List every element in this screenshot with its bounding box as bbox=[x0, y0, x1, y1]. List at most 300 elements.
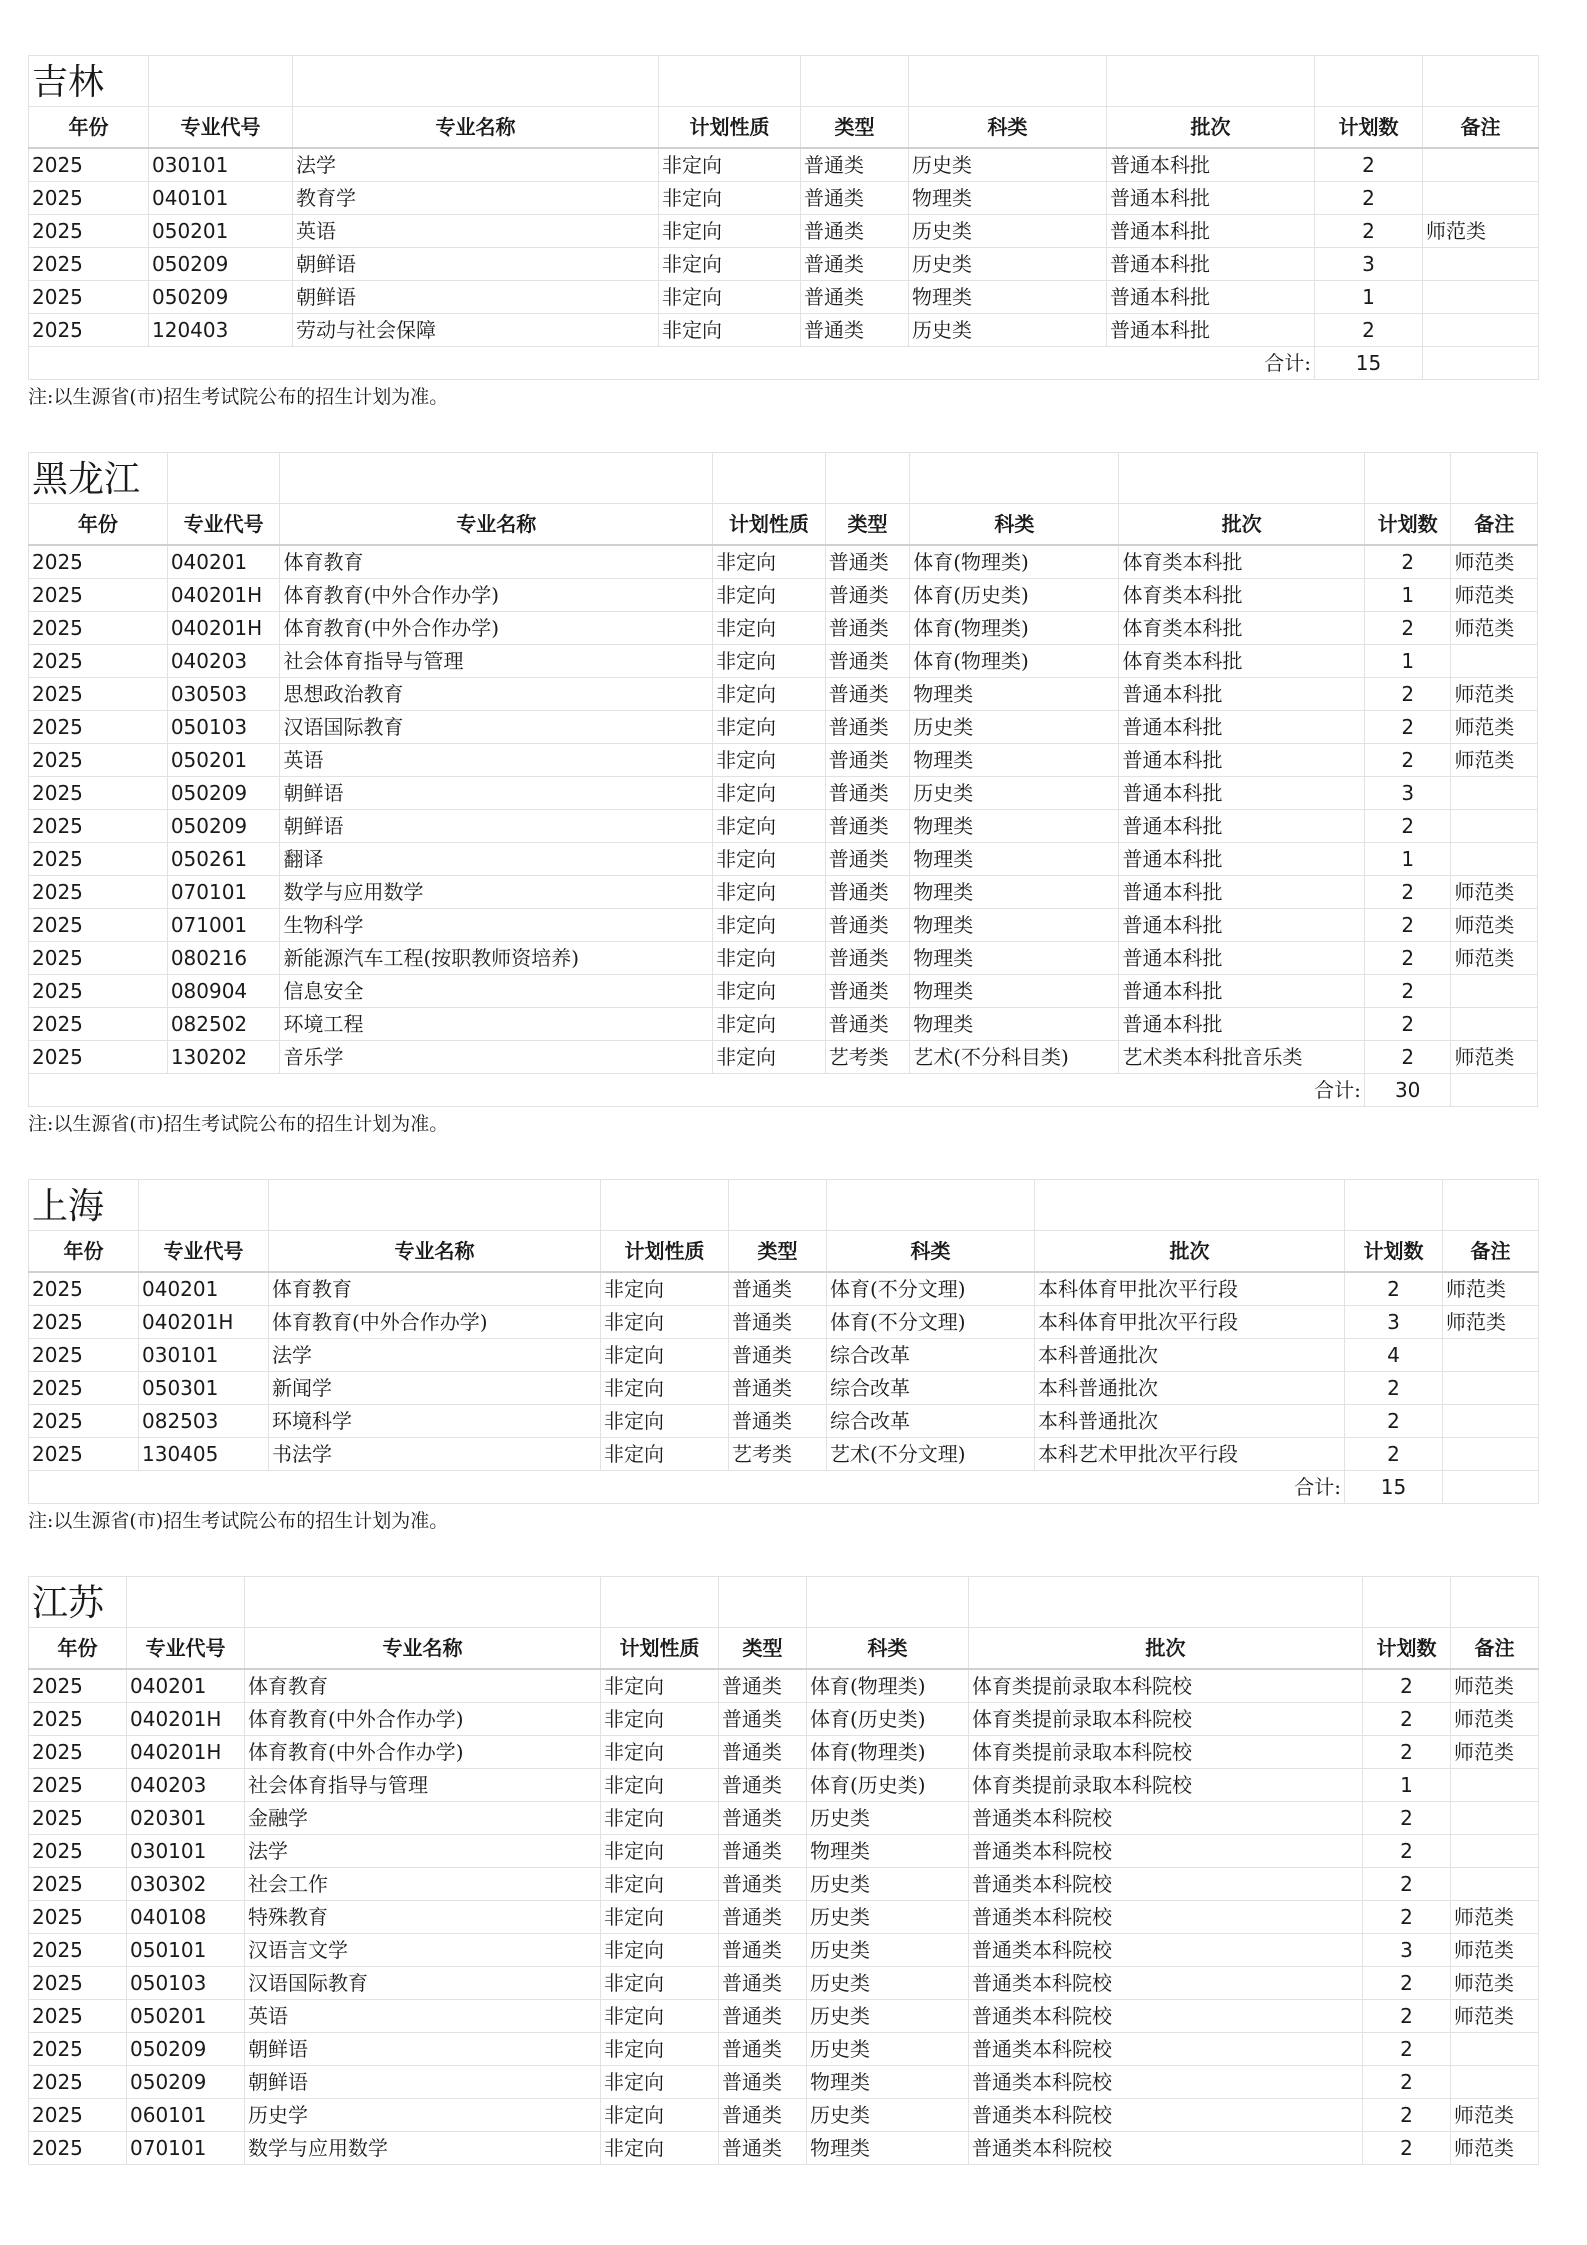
header-row bbox=[29, 1628, 1539, 1670]
table-cell: 体育教育 bbox=[245, 1669, 601, 1703]
table-cell: 050209 bbox=[149, 281, 293, 314]
table-cell: 普通类 bbox=[719, 1736, 807, 1769]
table-cell: 体育(历史类) bbox=[807, 1769, 969, 1802]
table-cell: 2025 bbox=[29, 1835, 127, 1868]
table-cell: 体育教育 bbox=[269, 1272, 601, 1306]
column-header: 计划数 bbox=[1315, 107, 1423, 149]
region-section bbox=[28, 55, 1538, 416]
total-label: 合计: bbox=[29, 1471, 1345, 1504]
table-row bbox=[29, 1703, 1539, 1736]
region-title: 江苏 bbox=[32, 1583, 105, 1624]
table-cell: 050201 bbox=[127, 2000, 245, 2033]
table-cell: 普通类 bbox=[719, 2033, 807, 2066]
column-header: 专业名称 bbox=[293, 107, 659, 149]
table-cell: 2025 bbox=[29, 2132, 127, 2165]
table-cell: 040201H bbox=[139, 1306, 269, 1339]
table-row bbox=[29, 711, 1538, 744]
table-cell: 历史类 bbox=[909, 148, 1107, 182]
table-cell: 汉语国际教育 bbox=[245, 1967, 601, 2000]
table-cell: 师范类 bbox=[1451, 942, 1538, 975]
table-cell: 普通类本科院校 bbox=[969, 1901, 1363, 1934]
blank-cell bbox=[149, 56, 293, 107]
table-cell: 2 bbox=[1363, 1901, 1451, 1934]
column-header: 专业代号 bbox=[149, 107, 293, 149]
table-cell: 师范类 bbox=[1451, 2132, 1539, 2165]
table-cell: 040201H bbox=[167, 579, 280, 612]
table-cell: 环境工程 bbox=[280, 1008, 713, 1041]
table-cell: 体育(物理类) bbox=[807, 1736, 969, 1769]
table-cell: 2025 bbox=[29, 843, 168, 876]
table-cell: 030101 bbox=[139, 1339, 269, 1372]
table-cell: 非定向 bbox=[601, 1934, 719, 1967]
table-row bbox=[29, 1769, 1539, 1802]
table-cell: 普通本科批 bbox=[1107, 215, 1315, 248]
table-cell: 2025 bbox=[29, 1736, 127, 1769]
table-cell: 040108 bbox=[127, 1901, 245, 1934]
table-cell: 师范类 bbox=[1451, 678, 1538, 711]
column-header: 备注 bbox=[1451, 504, 1538, 546]
table-row bbox=[29, 1736, 1539, 1769]
table-cell bbox=[1451, 645, 1538, 678]
region-title: 黑龙江 bbox=[32, 459, 141, 500]
table-cell bbox=[1451, 2033, 1539, 2066]
plan-table bbox=[28, 55, 1539, 380]
table-cell: 教育学 bbox=[293, 182, 659, 215]
table-cell: 2 bbox=[1363, 2066, 1451, 2099]
header-row bbox=[29, 107, 1539, 149]
table-row bbox=[29, 2132, 1539, 2165]
table-cell: 2025 bbox=[29, 612, 168, 645]
table-cell: 历史类 bbox=[909, 314, 1107, 347]
table-cell: 普通类 bbox=[719, 1901, 807, 1934]
table-row bbox=[29, 975, 1538, 1008]
table-cell: 非定向 bbox=[601, 1802, 719, 1835]
table-cell: 历史类 bbox=[909, 248, 1107, 281]
table-cell bbox=[1451, 810, 1538, 843]
blank-cell bbox=[969, 1577, 1363, 1628]
blank-cell bbox=[1107, 56, 1315, 107]
table-cell: 030503 bbox=[167, 678, 280, 711]
table-cell: 非定向 bbox=[601, 1967, 719, 2000]
blank-cell bbox=[1423, 347, 1539, 380]
table-cell: 师范类 bbox=[1443, 1272, 1539, 1306]
table-cell: 2025 bbox=[29, 1868, 127, 1901]
admission-plan-document bbox=[28, 55, 1538, 2165]
table-cell: 非定向 bbox=[601, 1306, 729, 1339]
table-cell: 普通类 bbox=[825, 975, 910, 1008]
table-cell: 普通类 bbox=[729, 1405, 827, 1438]
table-row bbox=[29, 810, 1538, 843]
region-title-cell bbox=[29, 1180, 139, 1231]
table-cell: 050101 bbox=[127, 1934, 245, 1967]
region-title: 吉林 bbox=[32, 62, 105, 103]
column-header: 批次 bbox=[1119, 504, 1364, 546]
table-cell: 英语 bbox=[293, 215, 659, 248]
table-cell: 非定向 bbox=[713, 744, 826, 777]
table-cell: 2 bbox=[1363, 2033, 1451, 2066]
table-row bbox=[29, 1901, 1539, 1934]
table-cell: 050201 bbox=[149, 215, 293, 248]
column-header: 备注 bbox=[1451, 1628, 1539, 1670]
table-cell: 1 bbox=[1364, 645, 1451, 678]
table-cell: 体育(历史类) bbox=[807, 1703, 969, 1736]
table-cell: 体育(物理类) bbox=[910, 612, 1119, 645]
plan-table bbox=[28, 1576, 1539, 2165]
table-cell: 2025 bbox=[29, 975, 168, 1008]
table-cell: 普通类 bbox=[825, 744, 910, 777]
table-cell: 2025 bbox=[29, 744, 168, 777]
table-cell: 2025 bbox=[29, 1008, 168, 1041]
table-cell: 050103 bbox=[167, 711, 280, 744]
table-cell: 2 bbox=[1364, 545, 1451, 579]
blank-cell bbox=[1035, 1180, 1345, 1231]
table-cell bbox=[1451, 975, 1538, 1008]
blank-cell bbox=[1345, 1180, 1443, 1231]
table-cell: 普通类本科院校 bbox=[969, 1802, 1363, 1835]
table-cell: 050209 bbox=[167, 810, 280, 843]
table-row bbox=[29, 744, 1538, 777]
table-cell: 非定向 bbox=[713, 975, 826, 1008]
table-row bbox=[29, 545, 1538, 579]
blank-cell bbox=[1315, 56, 1423, 107]
table-cell: 普通类 bbox=[719, 1802, 807, 1835]
table-cell: 艺考类 bbox=[825, 1041, 910, 1074]
table-cell: 非定向 bbox=[601, 1736, 719, 1769]
table-cell: 普通类 bbox=[825, 545, 910, 579]
table-cell: 普通类 bbox=[729, 1272, 827, 1306]
table-cell: 2025 bbox=[29, 545, 168, 579]
table-cell: 2 bbox=[1363, 1669, 1451, 1703]
table-cell: 2 bbox=[1364, 942, 1451, 975]
table-cell: 普通类 bbox=[801, 314, 909, 347]
table-cell: 普通本科批 bbox=[1119, 876, 1364, 909]
table-cell: 040203 bbox=[127, 1769, 245, 1802]
table-cell: 综合改革 bbox=[827, 1339, 1035, 1372]
table-cell: 体育教育 bbox=[280, 545, 713, 579]
table-cell: 1 bbox=[1363, 1769, 1451, 1802]
table-cell: 普通类 bbox=[801, 248, 909, 281]
table-cell: 030101 bbox=[149, 148, 293, 182]
table-cell: 非定向 bbox=[601, 1769, 719, 1802]
header-row bbox=[29, 1231, 1539, 1273]
blank-cell bbox=[601, 1577, 719, 1628]
table-cell: 2025 bbox=[29, 1339, 139, 1372]
table-cell: 普通本科批 bbox=[1119, 777, 1364, 810]
table-cell: 2 bbox=[1345, 1372, 1443, 1405]
table-cell bbox=[1451, 1008, 1538, 1041]
section-note: 注:以生源省(市)招生考试院公布的招生计划为准。 bbox=[28, 1113, 449, 1135]
table-cell: 普通类本科院校 bbox=[969, 2132, 1363, 2165]
table-cell: 体育(不分文理) bbox=[827, 1306, 1035, 1339]
table-cell: 2 bbox=[1315, 215, 1423, 248]
table-cell: 数学与应用数学 bbox=[245, 2132, 601, 2165]
column-header: 备注 bbox=[1443, 1231, 1539, 1273]
table-cell: 2 bbox=[1364, 612, 1451, 645]
table-row bbox=[29, 1272, 1539, 1306]
region-title-cell bbox=[29, 453, 168, 504]
table-cell: 普通类 bbox=[825, 843, 910, 876]
table-cell: 2 bbox=[1364, 876, 1451, 909]
table-cell: 040201 bbox=[139, 1272, 269, 1306]
table-cell: 金融学 bbox=[245, 1802, 601, 1835]
table-cell: 体育类提前录取本科院校 bbox=[969, 1769, 1363, 1802]
table-cell: 普通本科批 bbox=[1119, 1008, 1364, 1041]
table-cell: 070101 bbox=[127, 2132, 245, 2165]
table-cell: 2 bbox=[1364, 1008, 1451, 1041]
table-cell: 普通类 bbox=[801, 182, 909, 215]
table-row bbox=[29, 1934, 1539, 1967]
blank-cell bbox=[719, 1577, 807, 1628]
table-cell: 师范类 bbox=[1451, 711, 1538, 744]
table-cell: 2025 bbox=[29, 711, 168, 744]
table-cell: 020301 bbox=[127, 1802, 245, 1835]
table-row bbox=[29, 281, 1539, 314]
table-cell: 2 bbox=[1363, 1703, 1451, 1736]
table-cell: 信息安全 bbox=[280, 975, 713, 1008]
table-cell: 2025 bbox=[29, 1272, 139, 1306]
table-cell: 080904 bbox=[167, 975, 280, 1008]
table-cell: 劳动与社会保障 bbox=[293, 314, 659, 347]
table-cell: 师范类 bbox=[1451, 1901, 1539, 1934]
table-cell: 师范类 bbox=[1451, 1934, 1539, 1967]
table-cell: 2 bbox=[1364, 711, 1451, 744]
table-cell: 050209 bbox=[149, 248, 293, 281]
table-cell: 体育类提前录取本科院校 bbox=[969, 1703, 1363, 1736]
table-cell bbox=[1423, 314, 1539, 347]
table-cell: 2 bbox=[1363, 1835, 1451, 1868]
table-cell: 2 bbox=[1345, 1438, 1443, 1471]
table-cell: 050103 bbox=[127, 1967, 245, 2000]
table-cell: 历史类 bbox=[910, 777, 1119, 810]
table-cell: 普通类本科院校 bbox=[969, 2066, 1363, 2099]
table-cell: 艺术(不分文理) bbox=[827, 1438, 1035, 1471]
table-row bbox=[29, 876, 1538, 909]
table-cell: 2 bbox=[1363, 2000, 1451, 2033]
table-cell: 物理类 bbox=[910, 975, 1119, 1008]
table-cell: 2025 bbox=[29, 678, 168, 711]
table-cell: 翻译 bbox=[280, 843, 713, 876]
column-header: 年份 bbox=[29, 107, 149, 149]
table-cell: 师范类 bbox=[1451, 545, 1538, 579]
table-cell: 1 bbox=[1364, 579, 1451, 612]
table-cell: 非定向 bbox=[601, 1339, 729, 1372]
table-cell: 社会工作 bbox=[245, 1868, 601, 1901]
table-row bbox=[29, 843, 1538, 876]
table-cell: 体育类本科批 bbox=[1119, 545, 1364, 579]
table-cell: 体育教育(中外合作办学) bbox=[245, 1703, 601, 1736]
table-cell: 体育(物理类) bbox=[910, 645, 1119, 678]
table-cell: 本科普通批次 bbox=[1035, 1405, 1345, 1438]
table-cell: 2 bbox=[1364, 678, 1451, 711]
table-cell: 音乐学 bbox=[280, 1041, 713, 1074]
table-cell: 普通类 bbox=[825, 810, 910, 843]
table-row bbox=[29, 678, 1538, 711]
table-cell: 物理类 bbox=[807, 2132, 969, 2165]
table-cell: 2 bbox=[1345, 1405, 1443, 1438]
blank-cell bbox=[1451, 453, 1538, 504]
table-cell bbox=[1451, 843, 1538, 876]
table-cell: 体育教育(中外合作办学) bbox=[245, 1736, 601, 1769]
table-cell bbox=[1443, 1339, 1539, 1372]
table-cell: 非定向 bbox=[713, 942, 826, 975]
table-cell: 050209 bbox=[167, 777, 280, 810]
table-cell: 050209 bbox=[127, 2033, 245, 2066]
column-header: 计划性质 bbox=[713, 504, 826, 546]
table-cell: 师范类 bbox=[1451, 1736, 1539, 1769]
table-row bbox=[29, 148, 1539, 182]
table-cell: 社会体育指导与管理 bbox=[280, 645, 713, 678]
column-header: 批次 bbox=[1107, 107, 1315, 149]
table-cell: 汉语国际教育 bbox=[280, 711, 713, 744]
table-cell: 普通类 bbox=[729, 1339, 827, 1372]
table-cell: 历史类 bbox=[807, 2000, 969, 2033]
column-header: 批次 bbox=[1035, 1231, 1345, 1273]
column-header: 类型 bbox=[719, 1628, 807, 1670]
table-cell: 新能源汽车工程(按职教师资培养) bbox=[280, 942, 713, 975]
table-cell: 2025 bbox=[29, 182, 149, 215]
table-cell: 2 bbox=[1364, 909, 1451, 942]
table-cell bbox=[1423, 182, 1539, 215]
table-cell: 2025 bbox=[29, 1769, 127, 1802]
table-cell: 朝鲜语 bbox=[293, 248, 659, 281]
table-cell: 物理类 bbox=[807, 1835, 969, 1868]
table-cell: 师范类 bbox=[1451, 1041, 1538, 1074]
table-cell: 历史类 bbox=[807, 1934, 969, 1967]
table-cell: 物理类 bbox=[910, 1008, 1119, 1041]
table-cell: 非定向 bbox=[601, 1703, 719, 1736]
table-cell: 历史类 bbox=[807, 1868, 969, 1901]
table-cell: 普通类 bbox=[801, 281, 909, 314]
table-cell: 普通本科批 bbox=[1119, 975, 1364, 1008]
table-cell: 体育教育(中外合作办学) bbox=[269, 1306, 601, 1339]
column-header: 类型 bbox=[825, 504, 910, 546]
table-cell: 普通类 bbox=[719, 1703, 807, 1736]
total-value: 15 bbox=[1315, 347, 1423, 380]
column-header: 专业代号 bbox=[127, 1628, 245, 1670]
table-cell: 普通本科批 bbox=[1107, 182, 1315, 215]
table-cell: 非定向 bbox=[713, 711, 826, 744]
table-row bbox=[29, 1339, 1539, 1372]
total-row bbox=[29, 1074, 1538, 1107]
table-cell: 朝鲜语 bbox=[245, 2033, 601, 2066]
table-cell: 1 bbox=[1364, 843, 1451, 876]
table-cell: 师范类 bbox=[1423, 215, 1539, 248]
table-cell: 普通类 bbox=[719, 2099, 807, 2132]
table-cell: 2 bbox=[1363, 2099, 1451, 2132]
table-cell: 体育类本科批 bbox=[1119, 579, 1364, 612]
table-cell: 普通类 bbox=[729, 1372, 827, 1405]
table-row bbox=[29, 1438, 1539, 1471]
blank-cell bbox=[280, 453, 713, 504]
table-cell: 普通本科批 bbox=[1107, 248, 1315, 281]
table-cell: 2025 bbox=[29, 215, 149, 248]
blank-cell bbox=[1423, 56, 1539, 107]
table-cell: 普通本科批 bbox=[1119, 810, 1364, 843]
table-cell: 2025 bbox=[29, 810, 168, 843]
table-cell: 历史类 bbox=[807, 1901, 969, 1934]
table-row bbox=[29, 1008, 1538, 1041]
table-cell: 2 bbox=[1345, 1272, 1443, 1306]
table-cell: 030101 bbox=[127, 1835, 245, 1868]
table-cell: 071001 bbox=[167, 909, 280, 942]
table-cell: 本科普通批次 bbox=[1035, 1339, 1345, 1372]
table-cell: 080216 bbox=[167, 942, 280, 975]
table-cell: 历史类 bbox=[807, 2099, 969, 2132]
blank-cell bbox=[801, 56, 909, 107]
column-header: 科类 bbox=[827, 1231, 1035, 1273]
table-cell: 普通类本科院校 bbox=[969, 2033, 1363, 2066]
table-row bbox=[29, 1802, 1539, 1835]
table-cell: 2 bbox=[1363, 1967, 1451, 2000]
table-row bbox=[29, 909, 1538, 942]
blank-cell bbox=[1363, 1577, 1451, 1628]
table-cell: 体育类本科批 bbox=[1119, 645, 1364, 678]
table-row bbox=[29, 1669, 1539, 1703]
table-cell: 2025 bbox=[29, 777, 168, 810]
table-cell: 2025 bbox=[29, 1703, 127, 1736]
table-row bbox=[29, 1041, 1538, 1074]
blank-cell bbox=[807, 1577, 969, 1628]
table-cell: 普通类 bbox=[719, 1669, 807, 1703]
table-cell: 师范类 bbox=[1451, 1669, 1539, 1703]
table-row bbox=[29, 2099, 1539, 2132]
total-row bbox=[29, 347, 1539, 380]
table-cell: 历史类 bbox=[909, 215, 1107, 248]
table-cell: 普通类 bbox=[825, 579, 910, 612]
table-cell bbox=[1451, 1835, 1539, 1868]
region-title-cell bbox=[29, 1577, 127, 1628]
table-cell: 体育类本科批 bbox=[1119, 612, 1364, 645]
table-cell: 2025 bbox=[29, 942, 168, 975]
table-cell: 非定向 bbox=[713, 579, 826, 612]
table-cell: 非定向 bbox=[713, 843, 826, 876]
total-label: 合计: bbox=[29, 347, 1315, 380]
table-cell bbox=[1451, 1769, 1539, 1802]
table-cell: 060101 bbox=[127, 2099, 245, 2132]
column-header: 备注 bbox=[1423, 107, 1539, 149]
table-cell: 师范类 bbox=[1451, 612, 1538, 645]
table-cell: 普通类 bbox=[719, 1934, 807, 1967]
column-header: 专业名称 bbox=[269, 1231, 601, 1273]
table-row bbox=[29, 1372, 1539, 1405]
table-cell: 2025 bbox=[29, 1669, 127, 1703]
table-cell: 物理类 bbox=[910, 876, 1119, 909]
region-title-cell bbox=[29, 56, 149, 107]
table-cell: 非定向 bbox=[713, 1008, 826, 1041]
table-cell: 040203 bbox=[167, 645, 280, 678]
table-cell: 生物科学 bbox=[280, 909, 713, 942]
table-cell: 普通类本科院校 bbox=[969, 2000, 1363, 2033]
table-row bbox=[29, 2000, 1539, 2033]
table-cell: 2 bbox=[1363, 2132, 1451, 2165]
table-cell: 普通类 bbox=[825, 777, 910, 810]
table-cell: 法学 bbox=[245, 1835, 601, 1868]
table-cell: 普通类 bbox=[825, 645, 910, 678]
table-cell: 3 bbox=[1364, 777, 1451, 810]
table-cell: 2025 bbox=[29, 645, 168, 678]
blank-cell bbox=[1443, 1180, 1539, 1231]
table-row bbox=[29, 1835, 1539, 1868]
table-cell: 2 bbox=[1315, 182, 1423, 215]
table-cell: 082502 bbox=[167, 1008, 280, 1041]
table-cell: 普通类 bbox=[801, 215, 909, 248]
table-cell: 普通本科批 bbox=[1119, 909, 1364, 942]
table-cell: 数学与应用数学 bbox=[280, 876, 713, 909]
column-header: 年份 bbox=[29, 504, 168, 546]
column-header: 类型 bbox=[801, 107, 909, 149]
table-cell: 普通本科批 bbox=[1119, 843, 1364, 876]
table-cell: 物理类 bbox=[910, 942, 1119, 975]
